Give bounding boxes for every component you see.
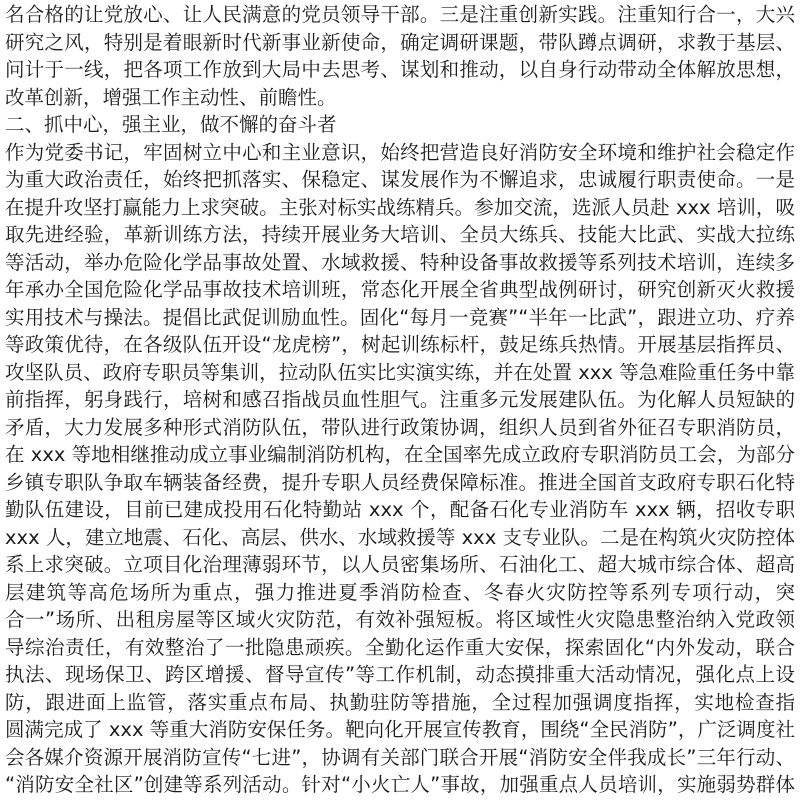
text-line: 导综治责任，有效整治了一批隐患顽疾。全勤化运作重大安保，探索固化“内外发动，联合 [5, 635, 795, 659]
text-line: “消防安全社区”创建等系列活动。针对“小火亡人”事故，加强重点人员培训，实施弱势群体 [5, 773, 795, 796]
text-line: 实用技术与操法。提倡比武促训励血性。固化“每月一竞赛”“半年一比武”，跟进立功、疗养 [5, 305, 795, 329]
section-heading-text: 二、抓中心，强主业，做不懈的奋斗者 [5, 113, 337, 136]
text-line: 勤队伍建设，目前已建成投用石化特勤站 xxx 个，配备石化专业消防车 xxx 辆，招收专职 [5, 498, 795, 521]
text-line: 取先进经验，革新训练方法，持续开展业务大培训、全员大练兵、技能大比武、实战大拉练 [5, 223, 795, 246]
text-line: 执法、现场保卫、跨区增援、督导宣传”等工作机制，动态摸排重大活动情况，强化点上设 [5, 663, 795, 686]
text-line: 等活动，举办危险化学品事故处置、水域救援、特种设备事故救援等系列技术培训，连续多 [5, 250, 795, 274]
text-line: 会各媒介资源开展消防宣传“七进”，协调有关部门联合开展“消防安全伴我成长”三年行动、 [5, 745, 795, 769]
text-line: 层建筑等高危场所为重点，强力推进夏季消防检查、冬春火灾防控等系列专项行动，突 [5, 580, 795, 604]
text-line: 问计于一线，把各项工作放到大局中去思考、谋划和推动，以自身行动带动全体解放思想， [5, 58, 795, 81]
text-line: 矛盾，大力发展多种形式消防队伍，带队进行政策协调，组织人员到省外征召专职消防员， [5, 415, 795, 439]
text-line: 研究之风，特别是着眼新时代新事业新使命，确定调研课题，带队蹲点调研，求教于基层、 [5, 30, 795, 54]
text-line: 等政策优待，在各级队伍开设“龙虎榜”，树起训练标杆，鼓足练兵热情。开展基层指挥员、 [5, 333, 795, 356]
text-line: 圆满完成了 xxx 等重大消防安保任务。靶向化开展宣传教育，围绕“全民消防”，广泛调度社 [5, 718, 795, 741]
text-line: 在 xxx 等地相继推动成立事业编制消防机构，在全国率先成立政府专职消防员工会，为部分 [5, 443, 795, 466]
text-line: 攻坚队员、政府专职员等集训，拉动队伍实比实演实练，并在处置 xxx 等急难险重任务中靠 [5, 360, 795, 384]
document-body [5, 1, 795, 799]
text-line: 年承办全国危险化学品事故技术培训班，常态化开展全省典型战例研讨，研究创新灭火救援 [5, 278, 795, 301]
text-line: xxx 人，建立地震、石化、高层、供水、水域救援等 xxx 支专业队。二是在构筑火灾防控体 [5, 525, 795, 549]
text-line: 合一”场所、出租房屋等区域火灾防范，有效补强短板。将区域性火灾隐患整治纳入党政领 [5, 608, 795, 631]
text-line: 系上求突破。立项目化治理薄弱环节，以人员密集场所、石油化工、超大城市综合体、超高 [5, 553, 795, 576]
paragraph-section-two [5, 139, 795, 799]
paragraph-continuation [5, 1, 795, 111]
text-line: 乡镇专职队争取车辆装备经费，提升专职人员经费保障标准。推进全国首支政府专职石化特 [5, 470, 795, 494]
section-heading [5, 111, 795, 139]
text-line: 前指挥，躬身践行，培树和感召指战员血性胆气。注重多元发展建队伍。为化解人员短缺的 [5, 388, 795, 411]
text-line: 防，跟进面上监管，落实重点布局、执勤驻防等措施，全过程加强调度指挥，实地检查指 [5, 690, 795, 714]
text-line: 改革创新，增强工作主动性、前瞻性。 [5, 85, 337, 109]
text-line: 在提升攻坚打赢能力上求突破。主张对标实战练精兵。参加交流，选派人员赴 xxx 培训，吸 [5, 195, 795, 219]
text-line: 名合格的让党放心、让人民满意的党员领导干部。三是注重创新实践。注重知行合一，大兴 [5, 3, 795, 26]
text-line: 作为党委书记，牢固树立中心和主业意识，始终把营造良好消防安全环境和维护社会稳定作 [5, 140, 795, 164]
text-line: 为重大政治责任，始终把抓落实、保稳定、谋发展作为不懈追求，忠诚履行职责使命。一是 [5, 168, 795, 191]
